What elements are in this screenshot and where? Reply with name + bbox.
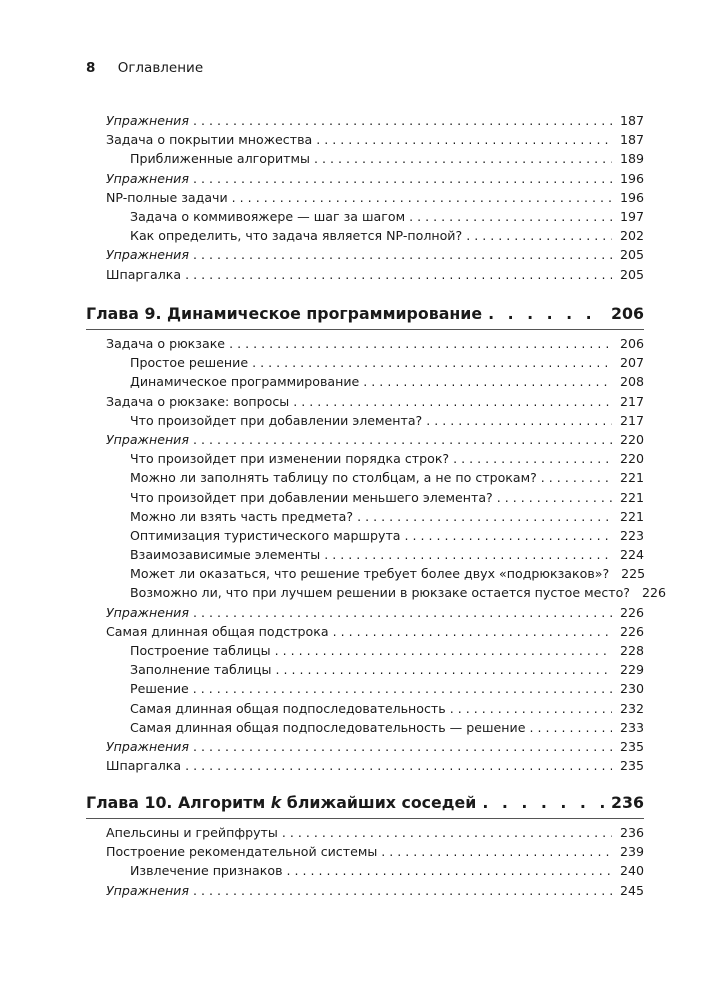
leader-dots <box>381 842 612 861</box>
leader-dots <box>363 372 612 391</box>
leader-dots <box>333 622 612 641</box>
toc-entry[interactable] <box>86 545 644 564</box>
toc-entry-title: Как определить, что задача является NP-полной? <box>130 228 463 244</box>
leader-dots <box>466 226 612 245</box>
toc-entry-title: Упражнения <box>106 247 189 263</box>
toc-entry[interactable] <box>86 660 644 679</box>
toc-entry[interactable] <box>86 372 644 391</box>
toc-entry[interactable] <box>86 265 644 284</box>
toc-entry-title: Упражнения <box>106 431 189 447</box>
toc-entry[interactable] <box>86 526 644 545</box>
toc-entry-page: 221 <box>619 508 644 524</box>
toc-entry-title: Можно ли заполнять таблицу по столбцам, а не по строкам? <box>130 470 537 486</box>
chapter-name-part: Алгоритм <box>177 793 271 812</box>
leader-dots <box>276 660 612 679</box>
toc-entry-title: Шпаргалка <box>106 758 182 774</box>
toc-entry-title: Решение <box>130 681 189 697</box>
leader-dots <box>324 545 612 564</box>
toc-entry[interactable] <box>86 111 644 130</box>
toc-entry-title: Упражнения <box>106 738 189 754</box>
toc-entry-page: 229 <box>619 662 644 678</box>
toc-entry[interactable] <box>86 488 644 507</box>
toc-entry-title: Построение таблицы <box>130 643 271 658</box>
toc-entry[interactable] <box>86 564 644 583</box>
toc-entry[interactable] <box>86 334 644 353</box>
toc-entry[interactable] <box>86 699 644 718</box>
toc-entry[interactable] <box>86 449 644 468</box>
leader-dots <box>314 149 612 168</box>
toc-entry-page: 197 <box>619 208 644 224</box>
toc-entry-title: Задача о рюкзаке <box>106 336 226 351</box>
toc-entry-page: 226 <box>619 604 644 620</box>
toc-entry[interactable] <box>86 583 666 602</box>
toc-entry-page: 221 <box>619 489 644 505</box>
leader-dots <box>405 526 612 545</box>
chapter-prefix: Глава 10. <box>86 793 173 812</box>
toc-entry-page: 233 <box>619 719 644 735</box>
chapter-name-italic: k <box>270 793 282 812</box>
toc-entry-page: 189 <box>619 151 644 167</box>
toc-entry[interactable] <box>86 507 644 526</box>
toc-entry-title: Что произойдет при добавлении меньшего элемента? <box>130 489 493 505</box>
toc-entry-page: 224 <box>619 547 644 563</box>
toc-entry[interactable] <box>86 169 644 188</box>
toc-entry-title: Упражнения <box>106 170 189 186</box>
toc-entry-page: 221 <box>619 470 644 486</box>
toc-entry-title: Что произойдет при изменении порядка строк? <box>130 451 450 467</box>
toc-entry-list <box>86 823 644 900</box>
leader-dots <box>482 791 605 815</box>
toc-entry[interactable] <box>86 842 644 861</box>
chapter-prefix: Глава 9. <box>86 304 162 323</box>
toc-entry-page: 206 <box>619 336 644 351</box>
toc-entry-title: Задача о коммивояжере — шаг за шагом <box>130 208 406 224</box>
leader-dots <box>193 881 612 900</box>
leader-dots <box>426 411 612 430</box>
toc-entry[interactable] <box>86 823 644 842</box>
toc-entry[interactable] <box>86 245 644 264</box>
leader-dots <box>450 699 612 718</box>
toc-entry-title: Задача о покрытии множества <box>106 132 313 148</box>
toc-entry-page: 225 <box>621 566 646 582</box>
chapter-page: 236 <box>611 793 644 812</box>
toc-entry-title: Самая длинная общая подпоследовательность — решение <box>130 719 526 735</box>
toc-entry-title: Простое решение <box>130 355 249 371</box>
toc-entry-title: Динамическое программирование <box>130 374 360 390</box>
toc-entry-page: 226 <box>641 585 666 601</box>
toc-entry-title: Приближенные алгоритмы <box>130 151 310 167</box>
toc-entry-title: NP-полные задачи <box>106 189 228 205</box>
toc-entry-page: 235 <box>619 758 644 774</box>
toc-entry-title: Упражнения <box>106 604 189 620</box>
chapter-name-part: ближайших соседей <box>281 793 477 812</box>
toc-entry-page: 196 <box>619 170 644 186</box>
toc-entry[interactable] <box>86 430 644 449</box>
chapter-9-section <box>86 302 666 775</box>
toc-entry-page: 187 <box>619 113 644 128</box>
leader-dots <box>287 861 613 880</box>
leader-dots <box>185 756 612 775</box>
toc-entry-list <box>86 111 644 284</box>
chapter-name: Динамическое программирование <box>166 304 483 323</box>
running-header <box>86 60 203 76</box>
running-title: Оглавление <box>117 60 204 76</box>
chapter-rule <box>86 818 644 819</box>
chapter-page: 206 <box>611 304 644 323</box>
toc-entry[interactable] <box>86 861 644 880</box>
toc-entry-page: 208 <box>619 374 644 390</box>
toc-entry[interactable] <box>86 468 644 487</box>
toc-entry-title: Апельсины и грейпфруты <box>106 825 278 840</box>
leader-dots <box>193 737 612 756</box>
toc-entry-title: Возможно ли, что при лучшем решении в рюкзаке остается пустое место? <box>130 585 630 601</box>
toc-entry[interactable] <box>86 149 644 168</box>
leader-dots <box>529 718 612 737</box>
leader-dots <box>488 302 605 326</box>
toc-entry[interactable] <box>86 718 644 737</box>
toc-entry-page: 239 <box>619 844 644 860</box>
toc-entry[interactable] <box>86 622 644 641</box>
leader-dots <box>185 265 612 284</box>
leader-dots <box>453 449 612 468</box>
leader-dots <box>193 169 612 188</box>
toc-entry[interactable] <box>86 756 644 775</box>
leader-dots <box>252 353 612 372</box>
toc-entry-page: 220 <box>619 451 644 467</box>
toc-entry[interactable] <box>86 603 644 622</box>
toc-entry[interactable] <box>86 641 644 660</box>
leader-dots <box>357 507 612 526</box>
leader-dots <box>316 130 612 149</box>
leader-dots <box>541 468 612 487</box>
toc-entry-title: Что произойдет при добавлении элемента? <box>130 412 423 428</box>
toc-entry-title: Взаимозависимые элементы <box>130 547 321 563</box>
toc-entry-page: 232 <box>619 700 644 716</box>
leader-dots <box>193 603 612 622</box>
toc-entry-page: 202 <box>619 228 644 244</box>
leader-dots <box>293 392 612 411</box>
toc-entry-page: 205 <box>619 247 644 263</box>
toc-entry-page: 196 <box>619 189 644 205</box>
leader-dots <box>275 641 612 660</box>
leader-dots <box>193 679 612 698</box>
toc-entry-page: 207 <box>619 355 644 371</box>
toc-entry-title: Заполнение таблицы <box>130 662 272 678</box>
toc-entry-page: 230 <box>619 681 644 697</box>
toc-entry-title: Упражнения <box>106 113 189 128</box>
toc-entry-title: Шпаргалка <box>106 266 182 282</box>
toc-top-section <box>86 111 644 284</box>
toc-entry-page: 245 <box>619 882 644 898</box>
toc-entry-title: Упражнения <box>106 882 189 898</box>
leader-dots <box>193 245 612 264</box>
toc-entry[interactable] <box>86 226 644 245</box>
leader-dots <box>497 488 612 507</box>
toc-entry[interactable] <box>86 188 644 207</box>
toc-entry-page: 235 <box>619 738 644 754</box>
toc-entry-title: Задача о рюкзаке: вопросы <box>106 393 290 409</box>
toc-entry[interactable] <box>86 207 644 226</box>
toc-entry[interactable] <box>86 353 644 372</box>
toc-entry-title: Оптимизация туристического маршрута <box>130 527 401 543</box>
toc-entry-title: Можно ли взять часть предмета? <box>130 508 354 524</box>
toc-entry-page: 236 <box>619 825 644 840</box>
toc-entry-page: 228 <box>619 643 644 658</box>
toc-entry-page: 187 <box>619 132 644 148</box>
toc-entry-page: 217 <box>619 412 644 428</box>
toc-entry[interactable] <box>86 679 644 698</box>
toc-entry[interactable] <box>86 737 644 756</box>
chapter-10-section <box>86 791 644 900</box>
toc-entry-page: 226 <box>619 623 644 639</box>
leader-dots <box>193 430 612 449</box>
chapter-heading[interactable] <box>86 302 644 326</box>
toc-entry-title: Самая длинная общая подстрока <box>106 623 329 639</box>
toc-entry-title: Извлечение признаков <box>130 863 283 879</box>
toc-entry-page: 223 <box>619 527 644 543</box>
toc-entry-page: 205 <box>619 266 644 282</box>
leader-dots <box>282 823 612 842</box>
toc-entry-page: 217 <box>619 393 644 409</box>
toc-entry-title: Самая длинная общая подпоследовательность <box>130 700 446 716</box>
toc-entry-title: Может ли оказаться, что решение требует более двух «подрюкзаков»? <box>130 566 610 582</box>
toc-entry[interactable] <box>86 130 644 149</box>
chapter-title <box>86 302 482 326</box>
toc-entry[interactable] <box>86 392 644 411</box>
chapter-title <box>86 791 476 815</box>
toc-entry-list <box>86 334 666 775</box>
toc-entry-title: Построение рекомендательной системы <box>106 844 378 860</box>
leader-dots <box>409 207 612 226</box>
leader-dots <box>232 188 612 207</box>
leader-dots <box>229 334 612 353</box>
toc-entry-page: 220 <box>619 431 644 447</box>
toc-entry-page: 240 <box>619 863 644 879</box>
toc-entry[interactable] <box>86 881 644 900</box>
toc-entry[interactable] <box>86 411 644 430</box>
chapter-heading[interactable] <box>86 791 644 815</box>
leader-dots <box>193 111 612 130</box>
page-number: 8 <box>86 60 96 76</box>
chapter-rule <box>86 329 644 330</box>
